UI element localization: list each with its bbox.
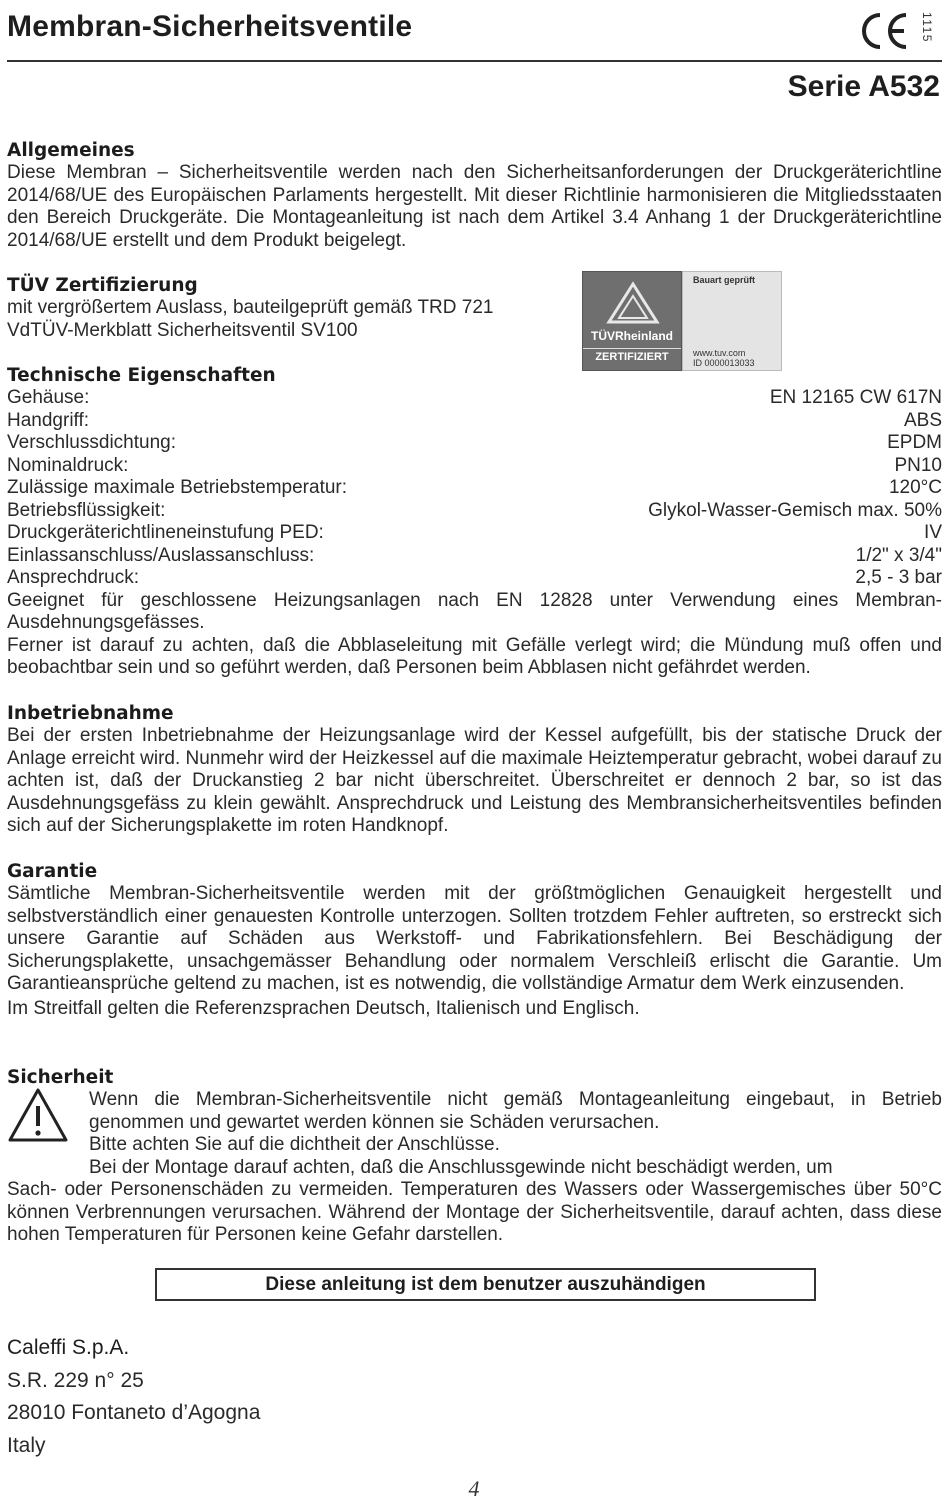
heading-technical: Technische Eigenschaften bbox=[7, 365, 276, 386]
spec-value: ABS bbox=[903, 409, 942, 431]
sicherheit-indented bbox=[7, 1089, 942, 1179]
spec-row bbox=[7, 387, 942, 410]
tuv-url: www.tuv.com bbox=[693, 348, 746, 358]
spec-row bbox=[7, 567, 942, 590]
tuv-badge-light bbox=[682, 271, 782, 371]
technical-note-2: Ferner ist darauf zu achten, daß die Abblaseleitung mit Gefälle verlegt wird; die Mündung muß offen und beobachtbar sein und so geführt werden, daß Personen beim Abblasen nicht gefährdet werden. bbox=[7, 634, 942, 678]
spec-row bbox=[7, 455, 942, 478]
tuv-triangle-icon bbox=[605, 280, 661, 326]
address-street: S.R. 229 n° 25 bbox=[7, 1368, 144, 1392]
warning-triangle-icon bbox=[7, 1087, 69, 1143]
spec-list bbox=[7, 387, 942, 590]
heading-allgemeines: Allgemeines bbox=[7, 140, 135, 161]
spec-row bbox=[7, 500, 942, 523]
spec-value: PN10 bbox=[894, 454, 942, 476]
spec-label: Zulässige maximale Betriebstemperatur: bbox=[7, 477, 348, 498]
company-address bbox=[7, 1332, 260, 1462]
tuv-label: Bauart geprüft bbox=[693, 275, 756, 285]
paragraph-garantie: Sämtliche Membran-Sicherheitsventile werden mit der größtmöglichen Genauigkeit hergestellt und selbstverständlich einer genauesten Kontrolle unterzogen. Sollten trotzdem Fehler auftreten, so erstreckt sich unsere Garantie auf Schäden aus Werkstoff- und Fabrikationsfehlern. Bei Beschädigung der Sicherungsplakette, unsachgemässer Behandlung oder normalem Verschleiß erlischt die Garantie. Um Garantieansprüche geltend zu machen, ist es notwendig, die vollständige Armatur dem Werk einzusenden. bbox=[7, 883, 942, 994]
heading-tuv: TÜV Zertifizierung bbox=[7, 275, 198, 296]
spec-row bbox=[7, 522, 942, 545]
section-tuv bbox=[7, 275, 567, 342]
spec-row bbox=[7, 432, 942, 455]
sicherheit-paragraph-2: Bitte achten Sie auf die dichtheit der Anschlüsse. bbox=[89, 1134, 500, 1155]
company-name: Caleffi S.p.A. bbox=[7, 1336, 130, 1359]
section-allgemeines bbox=[7, 140, 942, 252]
spec-value: Glykol-Wasser-Gemisch max. 50% bbox=[648, 499, 942, 521]
paragraph-allgemeines: Diese Membran – Sicherheitsventile werden nach den Sicherheitsanforderungen der Druckgeräterichtline 2014/68/UE des Europäischen Parlaments hergestellt. Mit dieser Richtlinie harmonisieren die Mitgliedsstaaten den Bereich Druckgeräte. Die Montageanleitung ist nach dem Artikel 3.4 Anhang 1 der Druckgeräterichtline 2014/68/UE erstellt und dem Produkt beigelegt. bbox=[7, 162, 942, 251]
technical-note-1: Geeignet für geschlossene Heizungsanlagen nach EN 12828 unter Verwendung eines Membran-Ausdehnungsgefässes. bbox=[7, 589, 942, 633]
tuv-certification-badge bbox=[582, 271, 782, 371]
heading-inbetriebnahme: Inbetriebnahme bbox=[7, 703, 174, 724]
heading-sicherheit: Sicherheit bbox=[7, 1067, 114, 1088]
ce-number: 1115 bbox=[920, 12, 934, 43]
sicherheit-paragraph-3a: Bei der Montage darauf achten, daß die Anschlussgewinde nicht beschädigt werden, um bbox=[89, 1156, 833, 1178]
page-number: 4 bbox=[468, 1476, 480, 1501]
spec-row bbox=[7, 477, 942, 500]
title-divider bbox=[7, 60, 942, 62]
section-technical bbox=[7, 365, 942, 680]
spec-row bbox=[7, 545, 942, 568]
handover-notice: Diese anleitung ist dem benutzer auszuhändigen bbox=[155, 1268, 816, 1301]
garantie-note: Im Streitfall gelten die Referenzsprachen Deutsch, Italienisch und Englisch. bbox=[7, 997, 640, 1019]
spec-label: Handgriff: bbox=[7, 409, 90, 431]
section-inbetriebnahme bbox=[7, 703, 942, 838]
tuv-status: ZERTIFIZIERT bbox=[583, 348, 681, 363]
spec-value: IV bbox=[924, 522, 942, 543]
section-sicherheit bbox=[7, 1067, 942, 1247]
spec-label: Gehäuse: bbox=[7, 387, 90, 408]
tuv-badge-dark bbox=[582, 271, 682, 371]
spec-value: EN 12165 CW 617N bbox=[769, 387, 942, 408]
spec-value: 2,5 - 3 bar bbox=[855, 567, 942, 588]
paragraph-inbetriebnahme: Bei der ersten Inbetriebnahme der Heizungsanlage wird der Kessel aufgefüllt, bis der statische Druck der Anlage erreicht wird. Nunmehr wird der Heizkessel auf die maximale Heiztemperatur gebracht, wobei darauf zu achten ist, daß der Druckanstieg 2 bar nicht überschreitet. Überschreitet er dennoch 2 bar, so ist das Ausdehnungsgefäss zu klein gewählt. Ansprechdruck und Leistung des Membransicherheitsventiles befinden sich auf der Sicherungsplakette im roten Handknopf. bbox=[7, 725, 942, 836]
spec-label: Nominaldruck: bbox=[7, 454, 129, 476]
spec-label: Verschlussdichtung: bbox=[7, 432, 176, 453]
tuv-line-1: mit vergrößertem Auslass, bauteilgeprüft gemäß TRD 721 bbox=[7, 297, 494, 318]
spec-label: Betriebsflüssigkeit: bbox=[7, 499, 166, 521]
spec-label: Ansprechdruck: bbox=[7, 567, 140, 588]
sicherheit-paragraph-1: Wenn die Membran-Sicherheitsventile nicht gemäß Montageanleitung eingebaut, in Betrieb genommen und gewartet werden können sie Schäden verursachen. bbox=[89, 1089, 942, 1133]
spec-label: Druckgeräterichtlineneinstufung PED: bbox=[7, 522, 324, 543]
sicherheit-paragraph-3b: Sach- oder Personenschäden zu vermeiden. Temperaturen des Wassers oder Wassergemisches über 50°C können Verbrennungen verursachen. Während der Montage der Sicherheitsventile, darauf achten, dass diese hohen Temperaturen für Personen keine Gefahr darstellen. bbox=[7, 1179, 942, 1245]
spec-value: 120°C bbox=[888, 477, 942, 498]
address-city: 28010 Fontaneto d’Agogna bbox=[7, 1401, 261, 1424]
address-country: Italy bbox=[7, 1433, 46, 1457]
section-garantie bbox=[7, 861, 942, 1020]
spec-row bbox=[7, 410, 942, 433]
series-label: Serie A532 bbox=[787, 70, 940, 103]
spec-value: 1/2" x 3/4" bbox=[855, 544, 942, 566]
tuv-id: ID 0000013033 bbox=[693, 358, 755, 368]
spec-value: EPDM bbox=[887, 432, 942, 453]
page-title: Membran-Sicherheitsventile bbox=[7, 10, 413, 43]
tuv-line-2: VdTÜV-Merkblatt Sicherheitsventil SV100 bbox=[7, 319, 358, 341]
heading-garantie: Garantie bbox=[7, 861, 98, 882]
tuv-brand: TÜVRheinland bbox=[591, 329, 674, 343]
spec-label: Einlassanschluss/Auslassanschluss: bbox=[7, 544, 315, 566]
